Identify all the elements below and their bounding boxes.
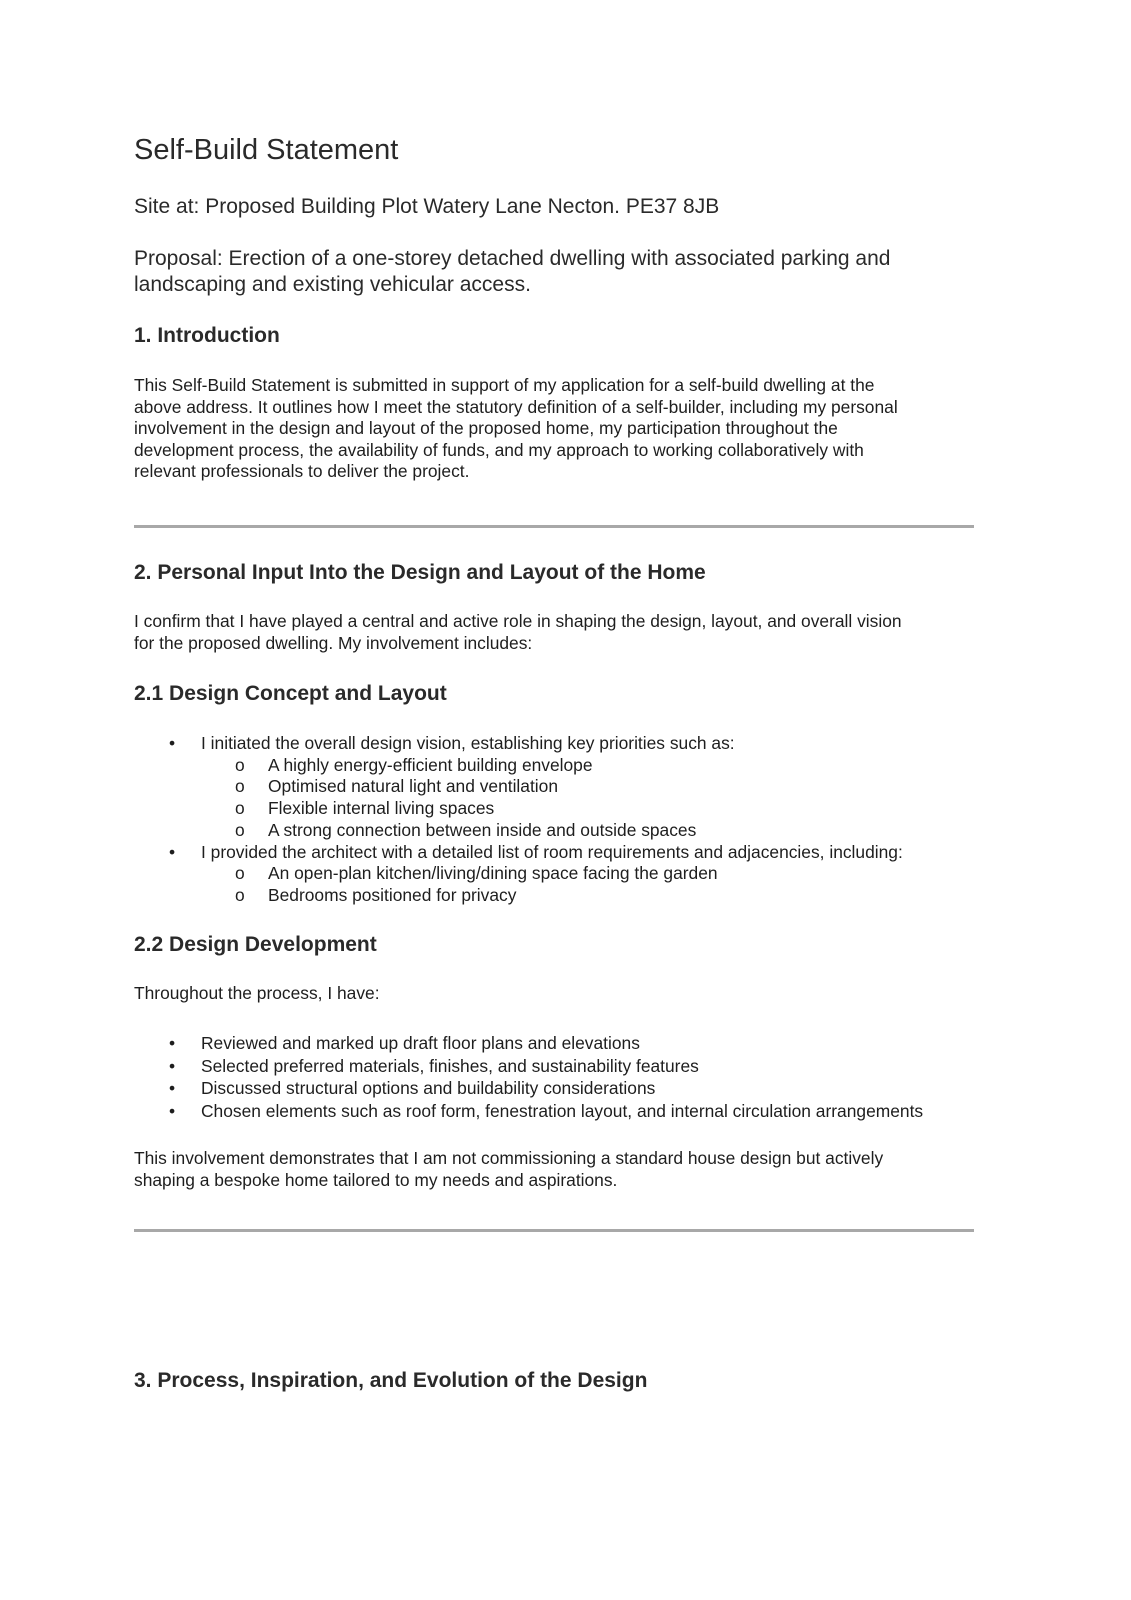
design-development-list bbox=[134, 1032, 923, 1123]
bullet-icon: • bbox=[169, 841, 176, 862]
sub-bullet-icon: o bbox=[235, 754, 245, 775]
list-item bbox=[134, 1077, 923, 1100]
text-line: development process, the availability of funds, and my approach to working collaboratively with bbox=[134, 439, 864, 460]
section-2-2-closing bbox=[134, 1148, 883, 1191]
text-line: This Self-Build Statement is submitted in support of my application for a self-build dwelling at the bbox=[134, 375, 875, 395]
list-item bbox=[134, 733, 903, 755]
text-line: for the proposed dwelling. My involvement includes: bbox=[134, 632, 533, 653]
bullet-icon: • bbox=[169, 1101, 176, 1122]
text-line: I confirm that I have played a central and active role in shaping the design, layout, and overall vision bbox=[134, 611, 902, 631]
horizontal-divider bbox=[134, 1229, 974, 1232]
section-2-1-heading: 2.1 Design Concept and Layout bbox=[134, 682, 447, 705]
list-item bbox=[134, 1100, 923, 1123]
sub-bullet-icon: o bbox=[235, 798, 245, 819]
section-1-heading: 1. Introduction bbox=[134, 324, 280, 347]
sub-list-item bbox=[134, 798, 903, 820]
sub-list-item bbox=[134, 776, 903, 798]
sub-list-item bbox=[134, 755, 903, 777]
sub-bullet-icon: o bbox=[235, 776, 245, 797]
bullet-icon: • bbox=[169, 1033, 176, 1053]
proposal-line: landscaping and existing vehicular access. bbox=[134, 273, 531, 296]
bullet-icon: • bbox=[169, 1055, 176, 1076]
list-item bbox=[134, 842, 903, 864]
sub-bullet-icon: o bbox=[235, 819, 245, 840]
list-item-text: Selected preferred materials, finishes, and sustainability features bbox=[201, 1055, 699, 1076]
introduction-paragraph bbox=[134, 375, 898, 483]
section-3-heading: 3. Process, Inspiration, and Evolution of the Design bbox=[134, 1369, 648, 1392]
list-item-text: Flexible internal living spaces bbox=[268, 798, 495, 819]
sub-list-item bbox=[134, 863, 903, 885]
list-item-text: I provided the architect with a detailed list of room requirements and adjacencies, including: bbox=[201, 841, 903, 862]
sub-bullet-icon: o bbox=[235, 863, 245, 884]
proposal bbox=[134, 246, 890, 298]
list-item-text: Discussed structural options and buildability considerations bbox=[201, 1078, 656, 1099]
sub-bullet-icon: o bbox=[235, 884, 245, 905]
text-line: shaping a bespoke home tailored to my needs and aspirations. bbox=[134, 1169, 618, 1190]
horizontal-divider bbox=[134, 525, 974, 528]
text-line: relevant professionals to deliver the project. bbox=[134, 461, 470, 482]
list-item-text: An open-plan kitchen/living/dining space facing the garden bbox=[268, 863, 718, 884]
list-item-text: A highly energy-efficient building envelope bbox=[268, 754, 593, 775]
sub-list-item bbox=[134, 820, 903, 842]
list-item-text: Bedrooms positioned for privacy bbox=[268, 884, 517, 905]
site-address: Site at: Proposed Building Plot Watery Lane Necton. PE37 8JB bbox=[134, 195, 720, 218]
section-2-paragraph bbox=[134, 611, 902, 654]
bullet-icon: • bbox=[169, 733, 176, 753]
bullet-icon: • bbox=[169, 1078, 176, 1099]
list-item-text: Reviewed and marked up draft floor plans and elevations bbox=[201, 1033, 640, 1053]
list-item-text: I initiated the overall design vision, establishing key priorities such as: bbox=[201, 733, 735, 753]
section-2-2-intro: Throughout the process, I have: bbox=[134, 983, 380, 1003]
list-item bbox=[134, 1032, 923, 1055]
list-item bbox=[134, 1055, 923, 1078]
list-item-text: Optimised natural light and ventilation bbox=[268, 776, 559, 797]
document-title: Self-Build Statement bbox=[134, 134, 399, 166]
list-item-text: Chosen elements such as roof form, fenestration layout, and internal circulation arrangements bbox=[201, 1101, 924, 1122]
sub-list-item bbox=[134, 885, 903, 907]
proposal-line: Proposal: Erection of a one-storey detached dwelling with associated parking and bbox=[134, 247, 891, 270]
list-item-text: A strong connection between inside and outside spaces bbox=[268, 819, 697, 840]
section-2-2-heading: 2.2 Design Development bbox=[134, 933, 377, 956]
section-2-heading: 2. Personal Input Into the Design and Layout of the Home bbox=[134, 561, 706, 584]
text-line: This involvement demonstrates that I am not commissioning a standard house design but actively bbox=[134, 1148, 884, 1168]
design-concept-list bbox=[134, 733, 903, 907]
text-line: involvement in the design and layout of the proposed home, my participation throughout the bbox=[134, 418, 838, 439]
text-line: above address. It outlines how I meet the statutory definition of a self-builder, including my personal bbox=[134, 396, 898, 417]
